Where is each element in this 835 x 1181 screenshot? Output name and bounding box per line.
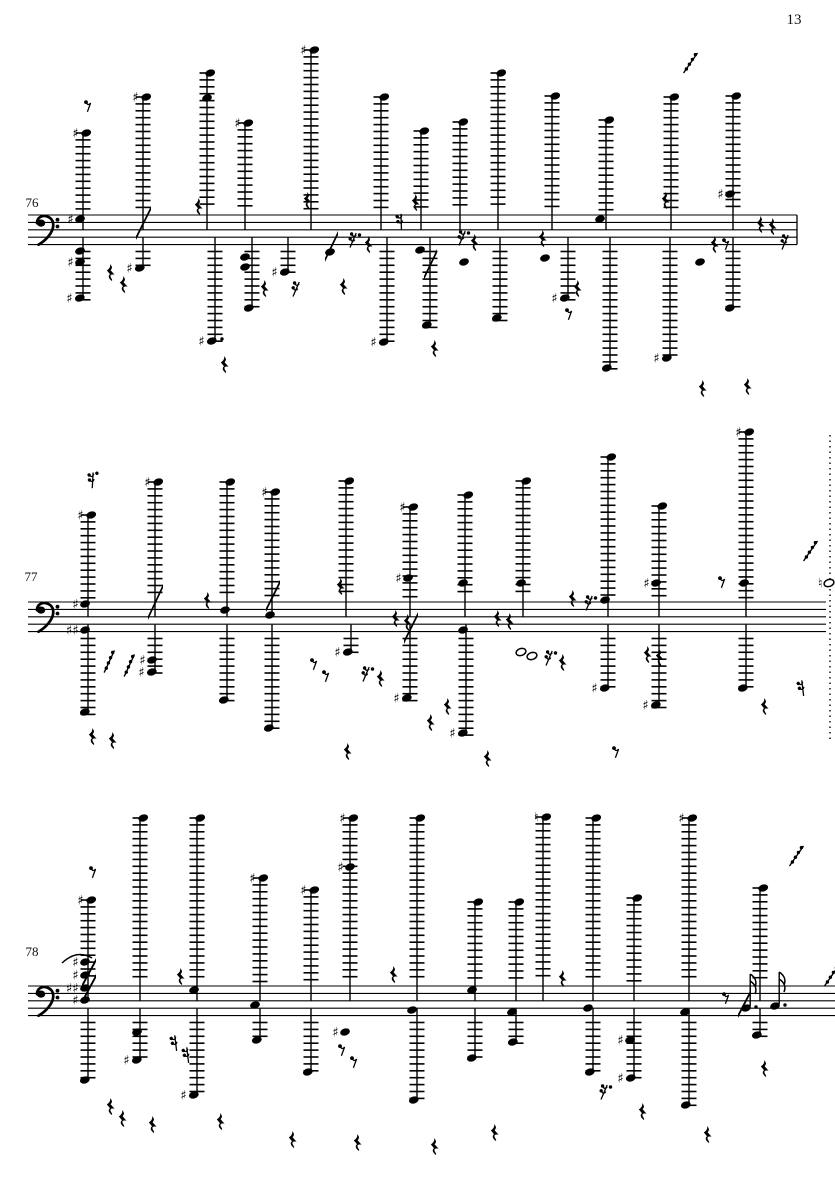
- svg-text:♯: ♯: [551, 291, 558, 307]
- note-column-up: [735, 426, 755, 617]
- note-column-up: [586, 813, 603, 1001]
- rest-q: [761, 1060, 769, 1077]
- rest-q: [761, 698, 769, 715]
- note-column-up: [753, 883, 770, 1001]
- note-column-down: [243, 238, 260, 313]
- note-column-up: [516, 476, 533, 617]
- rest-e8: [718, 576, 725, 588]
- notehead: [264, 610, 276, 620]
- rest-q: [204, 592, 212, 609]
- rest-q: [559, 654, 567, 671]
- note-column-up: [491, 68, 508, 230]
- svg-text:♯: ♯: [642, 698, 649, 714]
- rest-q: [390, 966, 398, 983]
- note-column-up: [599, 115, 616, 230]
- note-column-down: [491, 238, 508, 323]
- rest-q: [484, 750, 492, 767]
- note-column-up: [190, 813, 207, 1001]
- notehead: [406, 1005, 418, 1015]
- note-column-down: [751, 1009, 768, 1040]
- note-column-down: [302, 1009, 319, 1077]
- note-column-down: [408, 1009, 425, 1105]
- svg-text:♯: ♯: [395, 571, 402, 587]
- note-column-up: [133, 813, 150, 1001]
- note-column-up: [453, 117, 470, 230]
- note-column-up: [144, 476, 164, 617]
- rest-q: [639, 1103, 647, 1120]
- svg-text:♯: ♯: [334, 645, 341, 661]
- notehead: [239, 262, 251, 272]
- note-column-up: [410, 813, 427, 1001]
- note-column-up: [601, 452, 618, 617]
- rest-e8: [350, 1056, 357, 1068]
- rest-q: [195, 198, 203, 215]
- rest-q: [412, 194, 420, 211]
- notehead: [738, 578, 750, 588]
- note-column-up: [200, 68, 217, 230]
- svg-text:♯: ♯: [180, 1088, 187, 1104]
- note-column-up: [664, 92, 681, 230]
- rest-e16: [292, 281, 300, 296]
- note-column-down: [591, 625, 615, 697]
- note-column-down: [601, 238, 618, 373]
- rest-e8: [612, 746, 619, 758]
- svg-text:♯: ♯: [126, 261, 133, 277]
- page-number: 13: [786, 12, 802, 28]
- svg-text:♯: ♯: [300, 43, 307, 59]
- svg-text:♯: ♯: [132, 90, 139, 106]
- measure-number-77: 77: [24, 569, 38, 584]
- rest-q: [149, 1116, 157, 1133]
- svg-text:♯: ♯: [261, 485, 268, 501]
- note-column-up: [220, 477, 237, 617]
- rest-e8: [89, 866, 96, 878]
- svg-text:♯: ♯: [271, 265, 278, 281]
- rest-q: [107, 264, 115, 281]
- note-column-up: [458, 490, 475, 617]
- note-column-down: [466, 1009, 483, 1063]
- svg-text:♯: ♯: [72, 968, 79, 984]
- svg-text:♯: ♯: [77, 508, 84, 524]
- svg-text:♯: ♯: [617, 1071, 624, 1087]
- rest-q: [354, 1134, 362, 1151]
- notehead: [239, 252, 251, 262]
- note-column-up: [132, 91, 152, 230]
- svg-text:♯: ♯: [72, 993, 79, 1009]
- rest-e16: [86, 470, 103, 489]
- svg-text:♯: ♯: [123, 1053, 130, 1069]
- note-column-up: [339, 476, 356, 617]
- notehead: [515, 647, 527, 657]
- note-column-down: [123, 1009, 147, 1069]
- svg-text:♯♯: ♯♯: [65, 981, 79, 997]
- svg-text:♯: ♯: [617, 1033, 624, 1049]
- notehead: [131, 1027, 143, 1037]
- notehead: [599, 595, 611, 605]
- note-column-down: [263, 625, 280, 733]
- notehead: [457, 578, 469, 588]
- svg-text:♯: ♯: [399, 500, 406, 516]
- notehead: [818, 577, 835, 592]
- svg-text:♯: ♯: [370, 335, 377, 351]
- svg-text:♯: ♯: [67, 255, 74, 271]
- svg-text:♯: ♯: [198, 334, 205, 350]
- staff: [28, 986, 835, 1016]
- rest-e8: [310, 658, 317, 670]
- notehead: [539, 253, 551, 263]
- rest-q: [559, 970, 567, 987]
- note-column-up: [726, 91, 743, 230]
- svg-text:♯: ♯: [72, 597, 79, 613]
- rest-e16: [545, 650, 558, 665]
- rest-e16: [600, 1084, 613, 1099]
- note-column-down: [198, 238, 223, 350]
- svg-text:♯: ♯: [300, 883, 307, 899]
- note-column-up: [534, 811, 552, 1001]
- rest-q: [704, 1126, 712, 1143]
- rest-e8: [322, 670, 329, 682]
- svg-text:♯: ♯: [249, 871, 256, 887]
- rest-q: [221, 356, 229, 373]
- note-column-up: [261, 486, 281, 617]
- note-column-down: [642, 625, 666, 714]
- note-column-down: [334, 625, 358, 661]
- rest-e16: [349, 232, 362, 247]
- rest-q: [377, 670, 385, 687]
- note-column-up: [339, 812, 359, 1001]
- note-column-up: [399, 501, 419, 617]
- svg-text:♯: ♯: [139, 653, 146, 669]
- svg-text:♮: ♮: [817, 576, 823, 592]
- svg-text:♯: ♯: [653, 351, 660, 367]
- notehead: [458, 257, 470, 267]
- rest-q: [427, 714, 435, 731]
- rest-q: [471, 234, 479, 251]
- rest-e16: [458, 230, 471, 245]
- svg-text:♯: ♯: [144, 475, 151, 491]
- note-column-up: [468, 897, 485, 1001]
- svg-text:♯: ♯: [735, 425, 742, 441]
- note-column-up: [234, 117, 254, 230]
- note-column-down: [551, 238, 575, 307]
- rest-e8: [722, 238, 729, 250]
- svg-text:♯: ♯: [393, 691, 400, 707]
- system-measure-77: [28, 426, 835, 767]
- rest-e32: [684, 53, 698, 73]
- note-column-down: [449, 625, 473, 742]
- svg-text:♯: ♯: [717, 187, 724, 203]
- rest-q: [261, 280, 269, 297]
- rest-q: [569, 590, 577, 607]
- svg-text:♯: ♯: [339, 811, 346, 827]
- note-column-up: [545, 91, 562, 230]
- rest-q: [431, 1138, 439, 1155]
- rest-q: [757, 216, 765, 233]
- note-column-down: [79, 1009, 96, 1085]
- note-column-up: [509, 897, 526, 1001]
- note-column-down: [737, 625, 754, 693]
- svg-text:♯: ♯: [72, 955, 79, 971]
- note-column-down: [126, 238, 150, 277]
- rest-e32: [825, 966, 835, 986]
- rest-q: [119, 1110, 127, 1127]
- rest-e8: [565, 308, 572, 320]
- note-column-up: [374, 92, 391, 230]
- svg-text:♯: ♯: [337, 860, 344, 876]
- rest-q: [120, 276, 128, 293]
- note-column-up: [414, 126, 431, 230]
- svg-text:♯♯: ♯♯: [65, 623, 79, 639]
- svg-text:♯: ♯: [591, 681, 598, 697]
- note-column-down: [584, 1009, 601, 1077]
- rest-q: [109, 732, 117, 749]
- rest-q: [574, 280, 582, 297]
- note-column-up: [249, 872, 269, 1001]
- rest-e8: [338, 1044, 345, 1056]
- notehead: [66, 624, 91, 639]
- rest-q: [107, 1098, 115, 1115]
- note-column-up: [678, 812, 698, 1001]
- svg-text:♯: ♯: [77, 893, 84, 909]
- rest-q: [177, 968, 185, 985]
- rest-e16: [180, 1047, 194, 1064]
- rest-q: [699, 380, 707, 397]
- svg-text:♯: ♯: [72, 126, 79, 142]
- rest-q: [344, 743, 352, 760]
- note-column-down: [251, 1009, 268, 1045]
- system-measure-76: [28, 44, 797, 397]
- rest-e16: [362, 666, 375, 681]
- notehead: [201, 93, 213, 103]
- rest-q: [444, 698, 452, 715]
- rest-q: [491, 1124, 499, 1141]
- svg-text:♯: ♯: [678, 811, 685, 827]
- notehead: [694, 257, 706, 267]
- rest-q: [644, 646, 652, 663]
- note-column-up: [300, 884, 320, 1001]
- svg-text:♮: ♮: [533, 810, 539, 826]
- note-column-down: [653, 238, 677, 367]
- notehead: [414, 245, 426, 255]
- flagged-note: [769, 972, 787, 1011]
- rest-q: [744, 378, 752, 395]
- note-column-down: [370, 238, 394, 351]
- notehead: [526, 651, 538, 661]
- svg-text:♯: ♯: [332, 1025, 339, 1041]
- rest-q: [506, 613, 514, 630]
- rest-e16: [585, 595, 598, 610]
- rest-e32: [121, 654, 138, 676]
- rest-e16: [781, 234, 789, 249]
- note-column-down: [724, 238, 741, 313]
- note-column-down: [393, 625, 417, 707]
- notehead: [219, 605, 231, 615]
- note-column-up: [627, 893, 644, 1001]
- notehead: [74, 246, 86, 256]
- notehead: [515, 578, 527, 588]
- note-column-up: [652, 501, 669, 617]
- svg-text:♯: ♯: [234, 116, 241, 132]
- svg-text:♯: ♯: [138, 665, 145, 681]
- notehead: [332, 1026, 351, 1041]
- svg-text:♯: ♯: [643, 576, 650, 592]
- notehead: [395, 572, 414, 587]
- measure-number-78: 78: [25, 944, 39, 959]
- rest-q: [337, 578, 345, 595]
- rest-q: [89, 728, 97, 745]
- rest-e16: [795, 680, 809, 697]
- note-column-down: [218, 625, 235, 705]
- rest-e32: [804, 541, 818, 561]
- rest-q: [289, 1131, 297, 1148]
- note-column-down: [79, 625, 96, 717]
- rest-e32: [101, 650, 118, 672]
- rest-e32: [790, 846, 804, 866]
- beam-slash: [325, 231, 338, 262]
- svg-text:♯: ♯: [66, 291, 73, 307]
- svg-text:♯: ♯: [449, 726, 456, 742]
- rest-e16: [394, 213, 407, 230]
- rest-q: [769, 218, 777, 235]
- rest-q: [431, 340, 439, 357]
- rest-e8: [84, 100, 91, 112]
- svg-text:♯: ♯: [67, 212, 74, 228]
- system-measure-78: [28, 811, 835, 1155]
- measure-number-76: 76: [25, 195, 39, 210]
- notehead: [582, 1003, 594, 1013]
- notehead: [457, 625, 469, 635]
- note-column-down: [680, 1009, 697, 1110]
- rest-q: [340, 278, 348, 295]
- note-column-down: [138, 625, 162, 681]
- rest-e16: [168, 1035, 182, 1052]
- rest-q: [217, 1113, 225, 1130]
